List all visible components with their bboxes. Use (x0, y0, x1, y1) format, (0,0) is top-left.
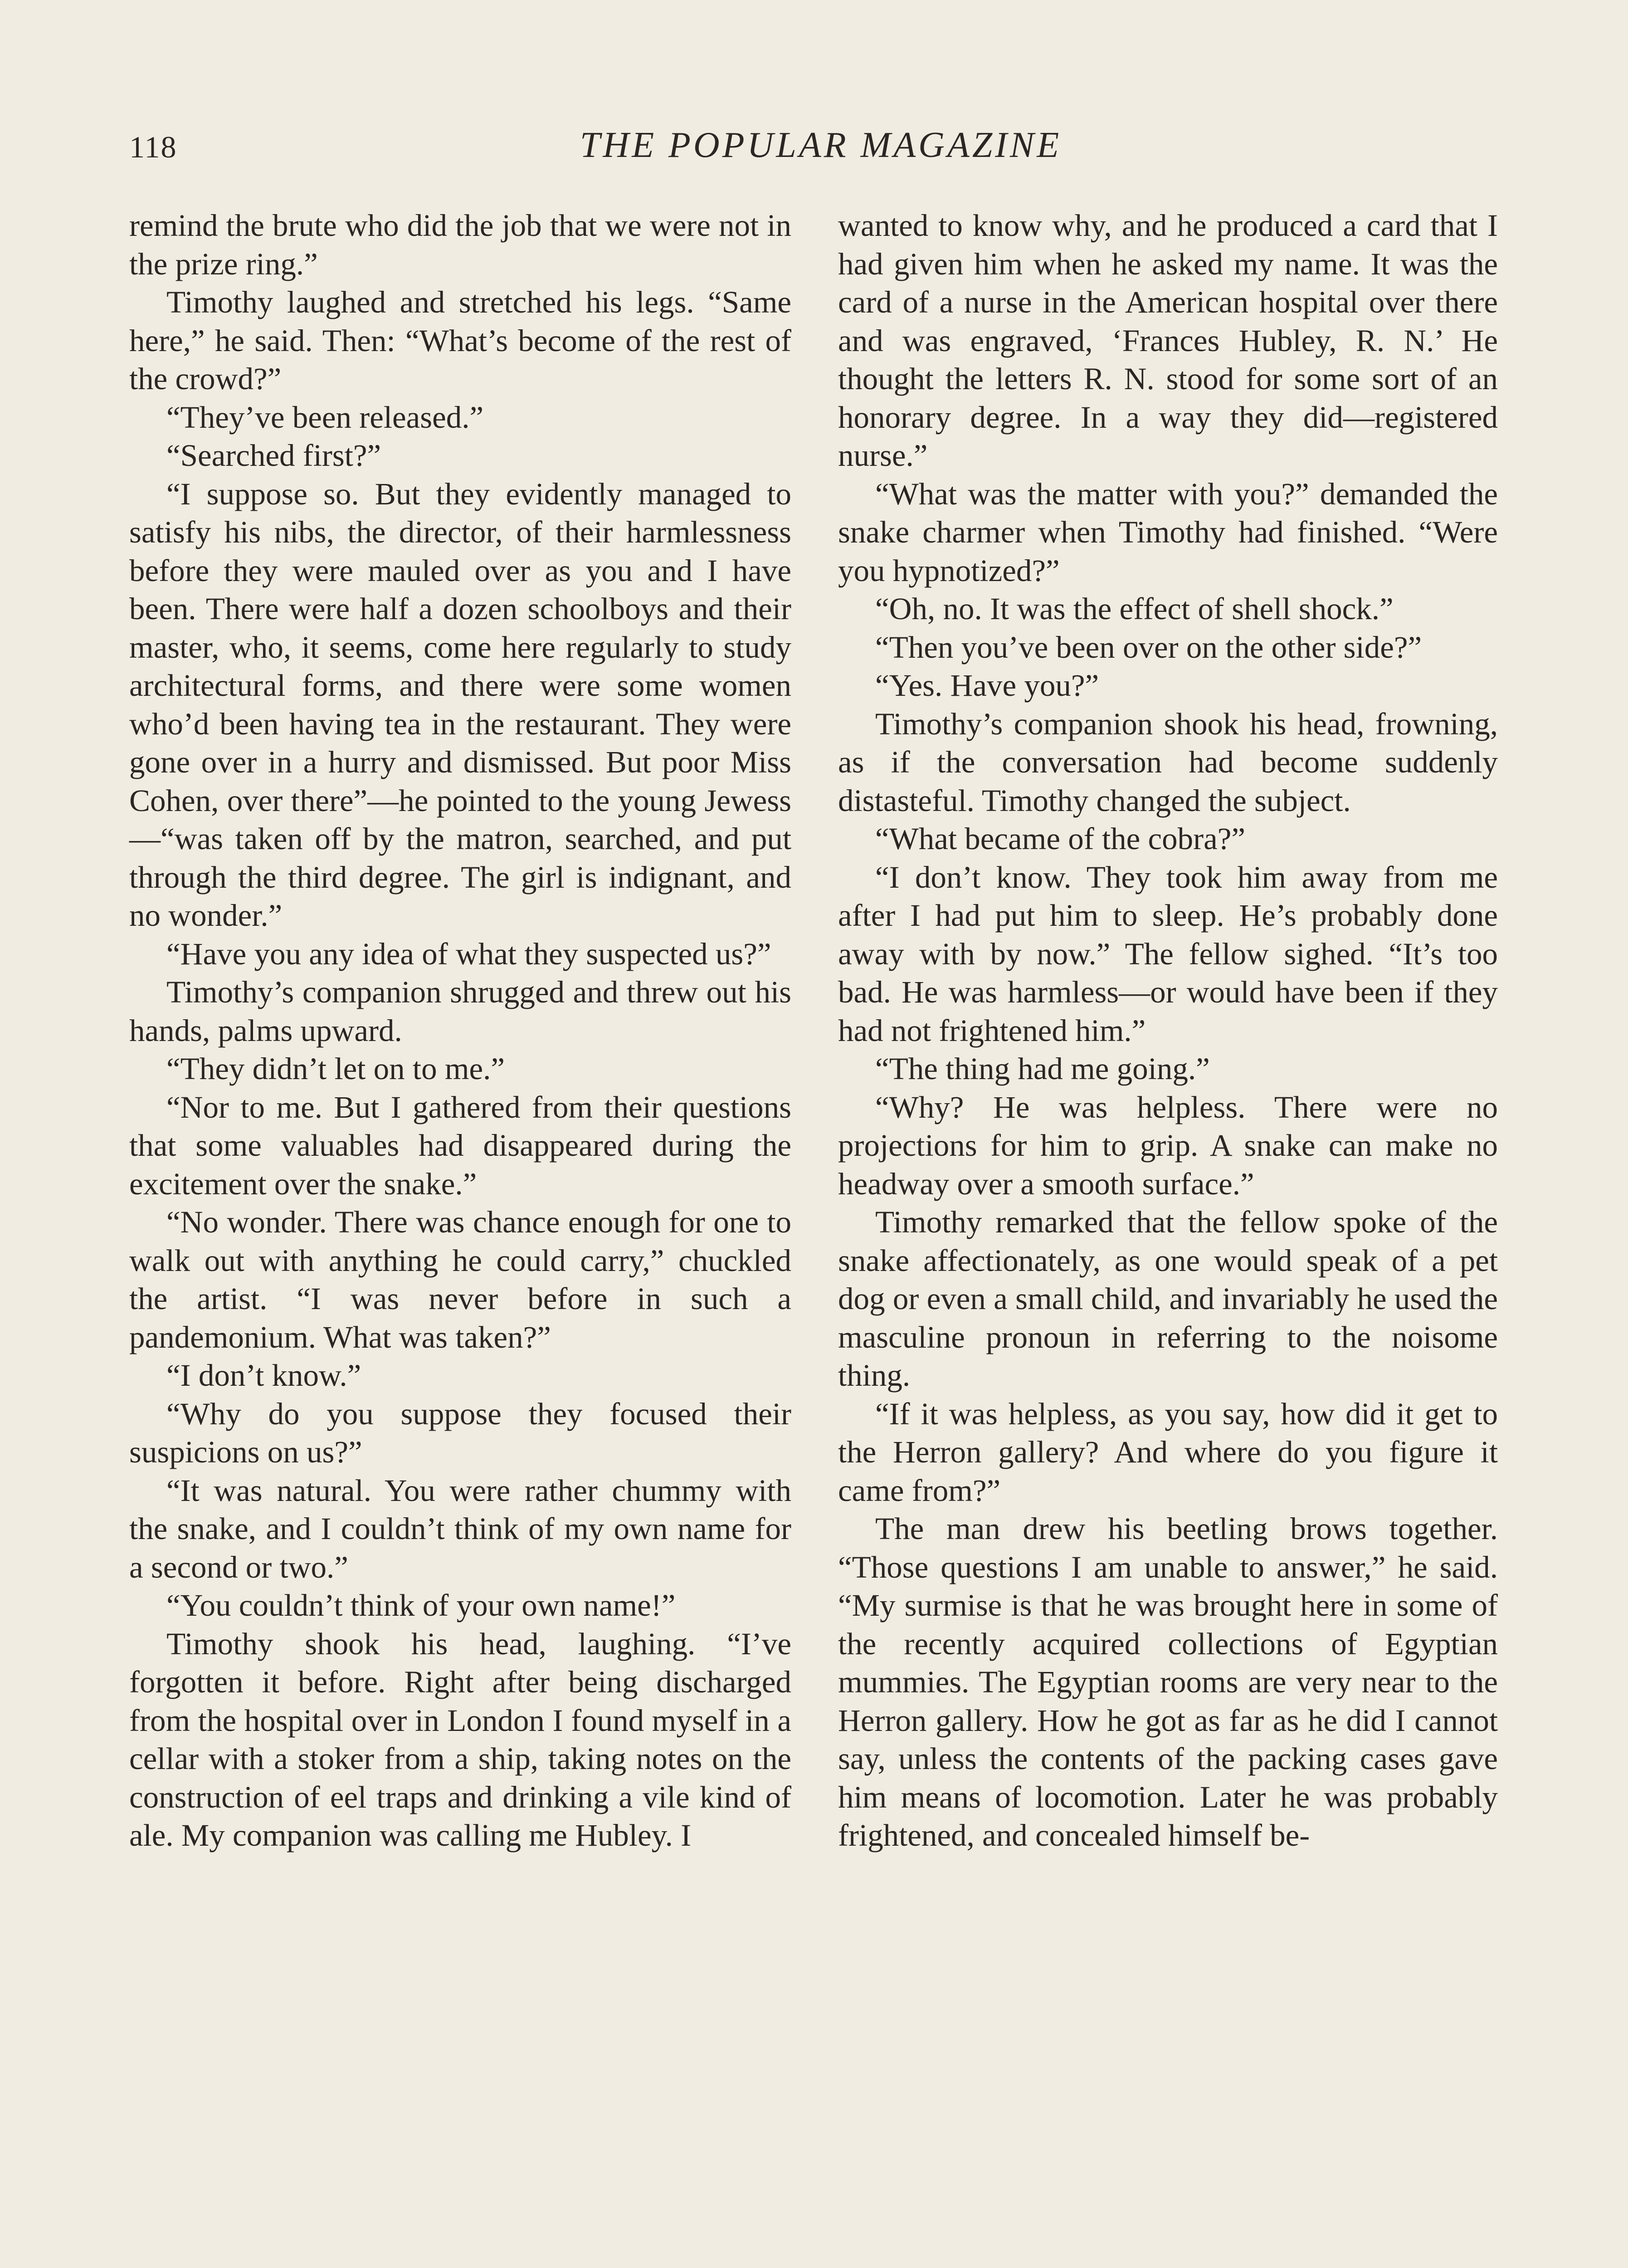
paragraph: “No wonder. There was chance enough for one to walk out with anything he could carry,” chuckled the artist. “I was never before in such a pandemonium. What was taken?” (129, 1205, 791, 1354)
left-column (129, 206, 791, 1855)
paragraph: The man drew his beetling brows together. “Those questions I am unable to answer,” he said. “My surmise is that he was brought here in some of the recently acquired collections of Egyptian mummies. The Egyptian rooms are very near to the Herron gallery. How he got as far as he did I cannot say, unless the contents of the packing cases gave him means of locomotion. Later he was probably frightened, and concealed himself be- (838, 1511, 1498, 1853)
paragraph: “It was natural. You were rather chummy with the snake, and I couldn’t think of my own name for a second or two.” (129, 1473, 791, 1584)
paragraph: “Nor to me. But I gathered from their questions that some valuables had disappeared during the excitement over the snake.” (129, 1090, 791, 1201)
paragraph: remind the brute who did the job that we were not in the prize ring.” (129, 208, 791, 281)
paragraph: “What became of the cobra?” (875, 821, 1245, 856)
paragraph: “Oh, no. It was the effect of shell shock.” (875, 591, 1394, 626)
paragraph: Timothy’s companion shrugged and threw out his hands, palms upward. (129, 975, 791, 1048)
paragraph: “Yes. Have you?” (875, 668, 1099, 703)
running-head: THE POPULAR MAGAZINE (580, 125, 1062, 165)
right-column (838, 206, 1498, 1855)
paragraph: wanted to know why, and he produced a card that I had given him when he asked my name. It was the card of a nurse in the American hospital over there and was engraved, ‘Frances Hubley, R. N.’ He thought the letters R. N. stood for some sort of an honorary degree. In a way they did—registered nurse.” (838, 208, 1498, 473)
paragraph: “Searched first?” (166, 438, 381, 473)
paragraph: Timothy remarked that the fellow spoke of the snake affectionately, as one would speak of a pet dog or even a small child, and invariably he used the masculine pronoun in referring to the noisome thing. (838, 1205, 1498, 1393)
paragraph: Timothy laughed and stretched his legs. “Same here,” he said. Then: “What’s become of the rest of the crowd?” (129, 285, 791, 396)
paragraph: “I don’t know.” (166, 1358, 361, 1393)
paragraph: “Have you any idea of what they suspected us?” (166, 936, 771, 971)
paragraph: “If it was helpless, as you say, how did it get to the Herron gallery? And where do you figure it came from?” (838, 1396, 1498, 1508)
paragraph: Timothy’s companion shook his head, frowning, as if the conversation had become suddenly distasteful. Timothy changed the subject. (838, 706, 1498, 818)
paragraph: Timothy shook his head, laughing. “I’ve forgotten it before. Right after being discharged from the hospital over in London I found myself in a cellar with a stoker from a ship, taking notes on the construction of eel traps and drinking a vile kind of ale. My companion was calling me Hubley. I (129, 1626, 791, 1853)
paragraph: “What was the matter with you?” demanded the snake charmer when Timothy had finished. “Were you hypnotized?” (838, 476, 1498, 588)
paragraph: “You couldn’t think of your own name!” (166, 1588, 676, 1623)
paragraph: “Then you’ve been over on the other side?” (875, 630, 1422, 665)
paragraph: “I don’t know. They took him away from me after I had put him to sleep. He’s probably done away with by now.” The fellow sighed. “It’s too bad. He was harmless—or would have been if they had not frightened him.” (838, 860, 1498, 1048)
paragraph: “I suppose so. But they evidently managed to satisfy his nibs, the director, of their harmlessness before they were mauled over as you and I have been. There were half a dozen schoolboys and their master, who, it seems, come here regularly to study architectural forms, and there were some women who’d been having tea in the restaurant. They were gone over in a hurry and dismissed. But poor Miss Cohen, over there”—he pointed to the young Jewess—“was taken off by the matron, searched, and put through the third degree. The girl is indignant, and no wonder.” (129, 476, 791, 933)
paragraph: “They didn’t let on to me.” (166, 1051, 505, 1086)
paragraph: “Why do you suppose they focused their suspicions on us?” (129, 1396, 791, 1469)
paragraph: “Why? He was helpless. There were no projections for him to grip. A snake can make no headway over a smooth surface.” (838, 1090, 1498, 1201)
paragraph: “The thing had me going.” (875, 1051, 1210, 1086)
page-number: 118 (129, 130, 177, 164)
paragraph: “They’ve been released.” (166, 400, 484, 435)
